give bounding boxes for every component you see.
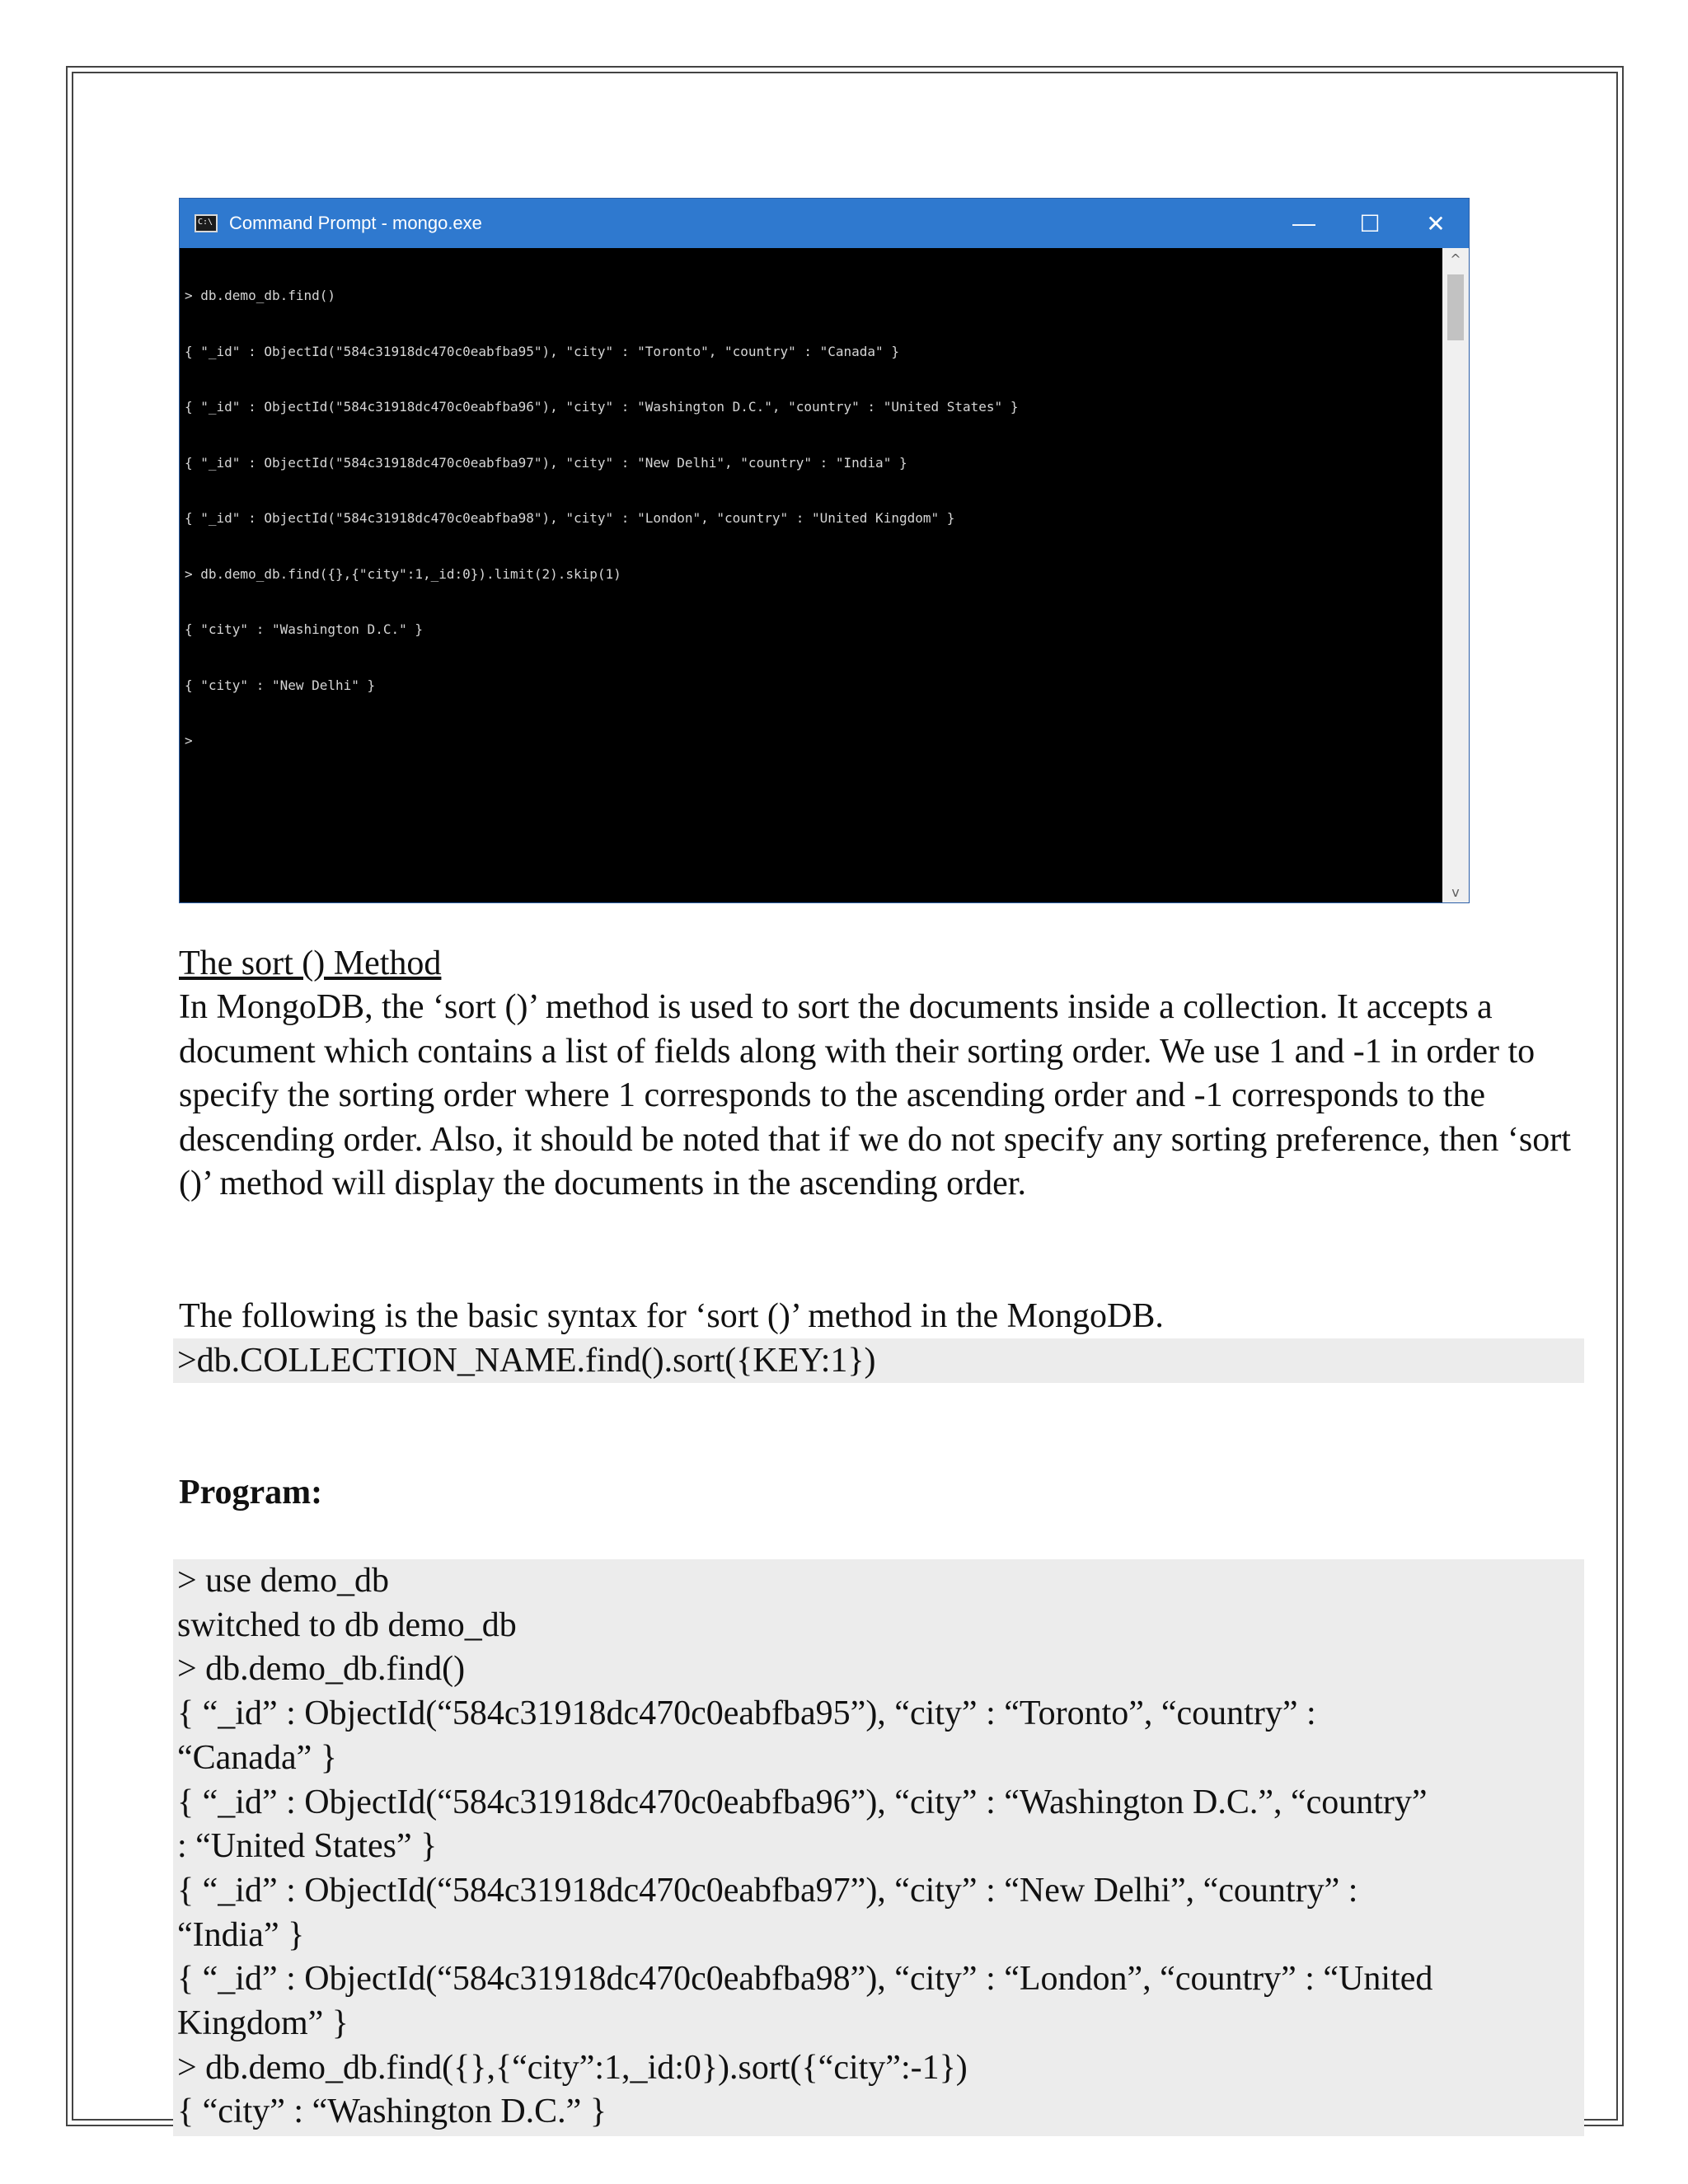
- command-prompt-window: [179, 198, 1470, 903]
- maximize-icon[interactable]: ☐: [1359, 210, 1381, 237]
- minimize-icon[interactable]: —: [1292, 210, 1315, 236]
- program-line: “Canada” }: [177, 1738, 337, 1777]
- program-line: “India” }: [177, 1915, 305, 1954]
- terminal-line: { "_id" : ObjectId("584c31918dc470c0eabfba98"), "city" : "London", "country" : "United Kingdom" }: [185, 510, 955, 526]
- terminal-line: { "_id" : ObjectId("584c31918dc470c0eabfba95"), "city" : "Toronto", "country" : "Canada" }: [185, 343, 899, 359]
- window-controls: [1271, 199, 1469, 248]
- terminal-prompt: >: [185, 733, 193, 748]
- command-prompt-icon: [195, 214, 218, 232]
- program-line: { “city” : “Washington D.C.” }: [177, 2093, 607, 2131]
- program-line: { “_id” : ObjectId(“584c31918dc470c0eabfba95”), “city” : “Toronto”, “country” :: [177, 1694, 1316, 1733]
- command-prompt-titlebar: [180, 199, 1469, 248]
- terminal-line: { "_id" : ObjectId("584c31918dc470c0eabfba97"), "city" : "New Delhi", "country" : "India" }: [185, 454, 907, 471]
- terminal-line: > db.demo_db.find(): [185, 288, 336, 303]
- program-line: switched to db demo_db: [177, 1605, 517, 1644]
- scroll-up-icon[interactable]: ^: [1450, 251, 1461, 267]
- terminal-line: { "city" : "Washington D.C." }: [185, 621, 423, 637]
- program-line: { “_id” : ObjectId(“584c31918dc470c0eabfba97”), “city” : “New Delhi”, “country” :: [177, 1871, 1358, 1910]
- program-line: : “United States” }: [177, 1827, 438, 1866]
- terminal-line: { "_id" : ObjectId("584c31918dc470c0eabfba96"), "city" : "Washington D.C.", "country" : "United States" }: [185, 399, 1019, 415]
- terminal-line: > db.demo_db.find({},{"city":1,_id:0}).limit(2).skip(1): [185, 565, 621, 582]
- close-icon[interactable]: ✕: [1426, 210, 1446, 237]
- syntax-intro: The following is the basic syntax for ‘sort ()’ method in the MongoDB.: [179, 1297, 1164, 1335]
- scroll-down-icon[interactable]: v: [1451, 883, 1460, 900]
- program-label: Program:: [179, 1474, 323, 1511]
- terminal-scrollbar[interactable]: [1442, 248, 1469, 902]
- section-heading: The sort () Method: [179, 944, 442, 982]
- program-code-block: [173, 1559, 1584, 2136]
- scroll-thumb[interactable]: [1447, 274, 1464, 340]
- program-line: > db.demo_db.find({},{“city”:1,_id:0}).sort({“city”:-1}): [177, 2048, 968, 2087]
- program-line: { “_id” : ObjectId(“584c31918dc470c0eabfba98”), “city” : “London”, “country” : “United: [177, 1960, 1433, 1999]
- program-line: > use demo_db: [177, 1562, 389, 1600]
- program-line: { “_id” : ObjectId(“584c31918dc470c0eabfba96”), “city” : “Washington D.C.”, “country”: [177, 1783, 1428, 1821]
- program-line: Kingdom” }: [177, 2004, 349, 2043]
- program-line: > db.demo_db.find(): [177, 1650, 466, 1689]
- terminal-line: { "city" : "New Delhi" }: [185, 677, 376, 693]
- syntax-code-block: >db.COLLECTION_NAME.find().sort({KEY:1}): [173, 1338, 1584, 1383]
- window-title: Command Prompt - mongo.exe: [229, 213, 482, 233]
- sort-description-paragraph: In MongoDB, the ‘sort ()’ method is used to sort the documents inside a collection. It accepts a document which contains a list of fields along with their sorting order. We use 1 and -1 in order to specify the sorting order where 1 corresponds to the ascending order and -1 corresponds to the descending order. Also, it should be noted that if we do not specify any sorting preference, then ‘sort ()’ method will display the documents in the ascending order.: [179, 988, 1571, 1203]
- terminal-output: [180, 248, 1442, 902]
